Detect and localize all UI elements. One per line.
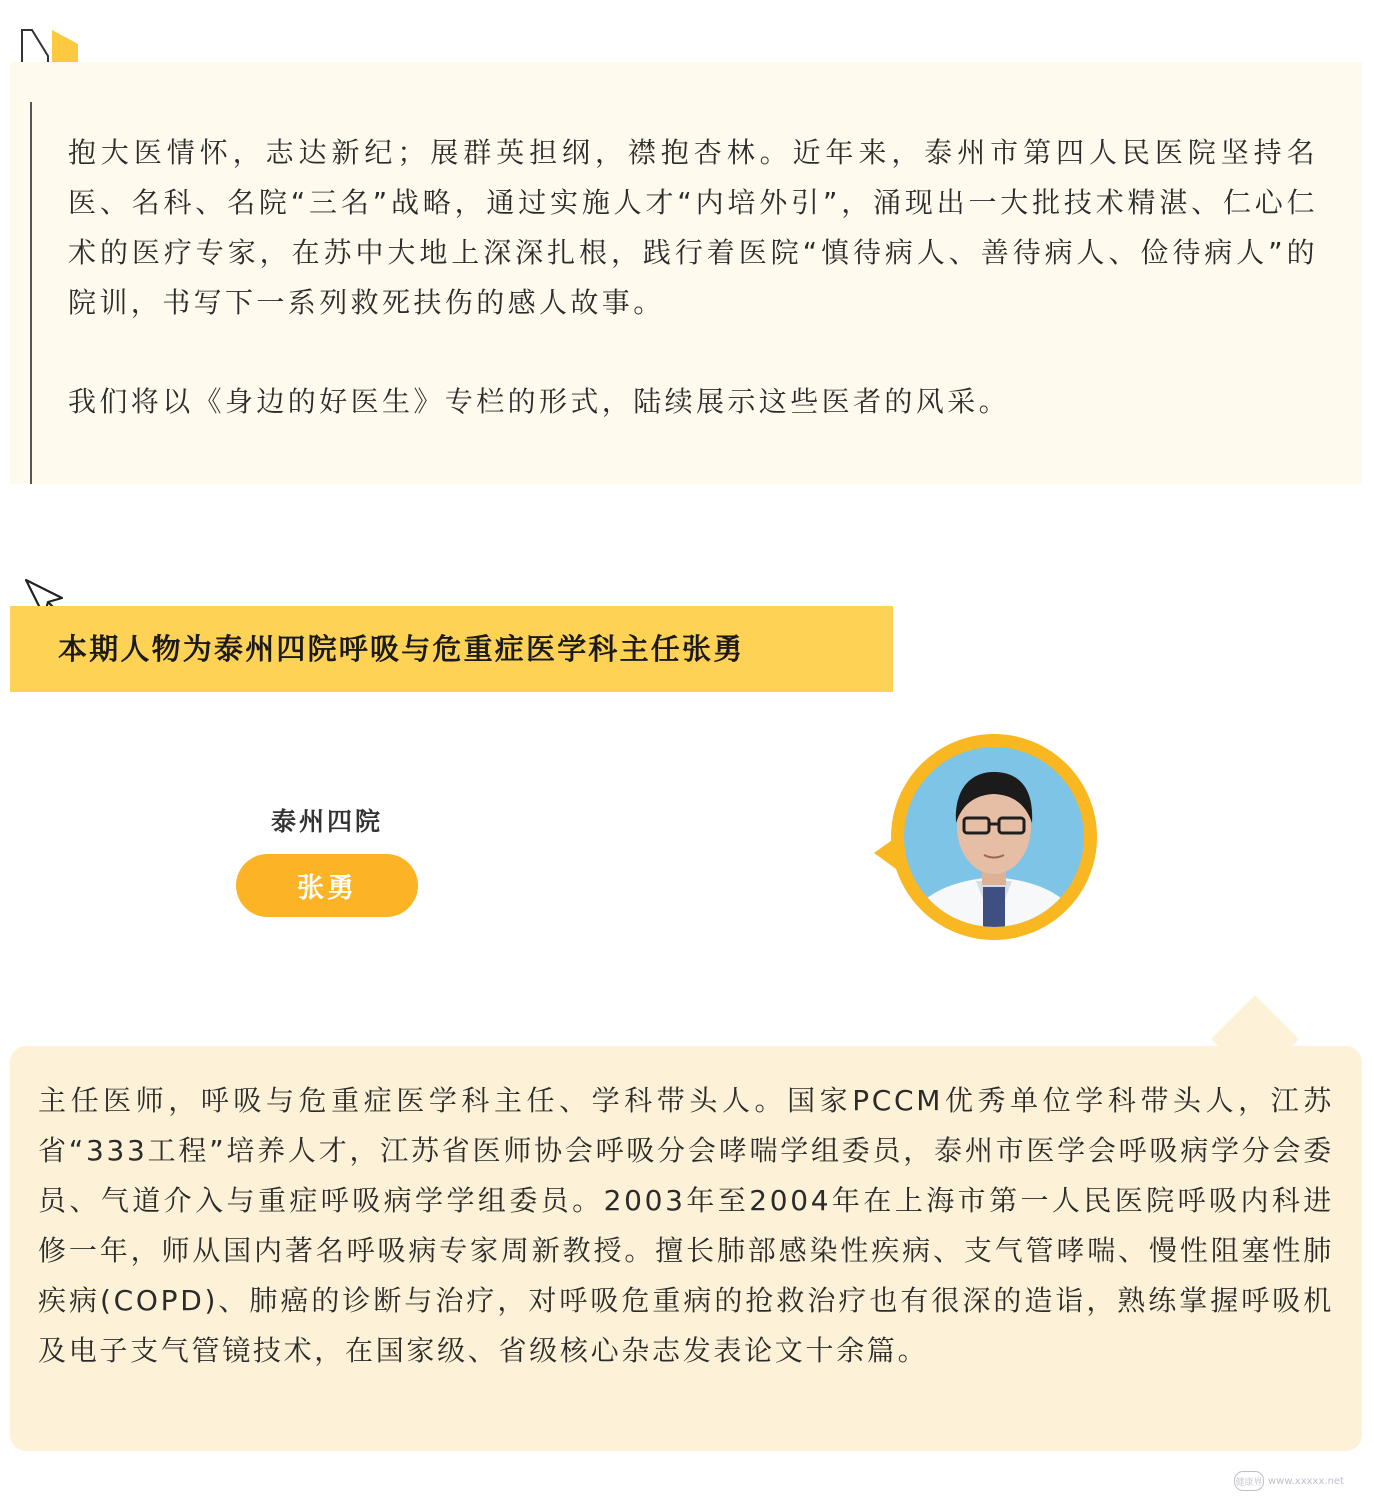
intro-text: [68, 128, 1318, 427]
intro-divider: [30, 102, 32, 484]
doctor-portrait: [872, 731, 1100, 943]
doctor-name-badge: 张勇: [236, 854, 418, 917]
headline-title: 本期人物为泰州四院呼吸与危重症医学科主任张勇: [58, 632, 745, 666]
watermark-url: www.xxxxx.net: [1268, 1475, 1344, 1487]
watermark: [1234, 1466, 1366, 1496]
bio-text: 主任医师，呼吸与危重症医学科主任、学科带头人。国家PCCM优秀单位学科带头人，江苏省“333工程”培养人才，江苏省医师协会呼吸分会哮喘学组委员，泰州市医学会呼吸病学分会委员、气道介入与重症呼吸病学学组委员。2003年至2004年在上海市第一人民医院呼吸内科进修一年，师从国内著名呼吸病专家周新教授。擅长肺部感染性疾病、支气管哮喘、慢性阻塞性肺疾病(COPD)、肺癌的诊断与治疗，对呼吸危重病的抢救治疗也有很深的造诣，熟练掌握呼吸机及电子支气管镜技术，在国家级、省级核心杂志发表论文十余篇。: [38, 1084, 1334, 1367]
intro-paragraph: 我们将以《身边的好医生》专栏的形式，陆续展示这些医者的风采。: [68, 385, 1011, 418]
intro-paragraph: 抱大医情怀，志达新纪；展群英担纲，襟抱杏林。近年来，泰州市第四人民医院坚持名医、名科、名院“三名”战略，通过实施人才“内培外引”，涌现出一大批技术精湛、仁心仁术的医疗专家，在苏中大地上深深扎根，践行着医院“慎待病人、善待病人、俭待病人”的院训，书写下一系列救死扶伤的感人故事。: [68, 136, 1318, 319]
watermark-badge: 健康界: [1234, 1471, 1264, 1491]
organization-label: 泰州四院: [270, 807, 383, 836]
